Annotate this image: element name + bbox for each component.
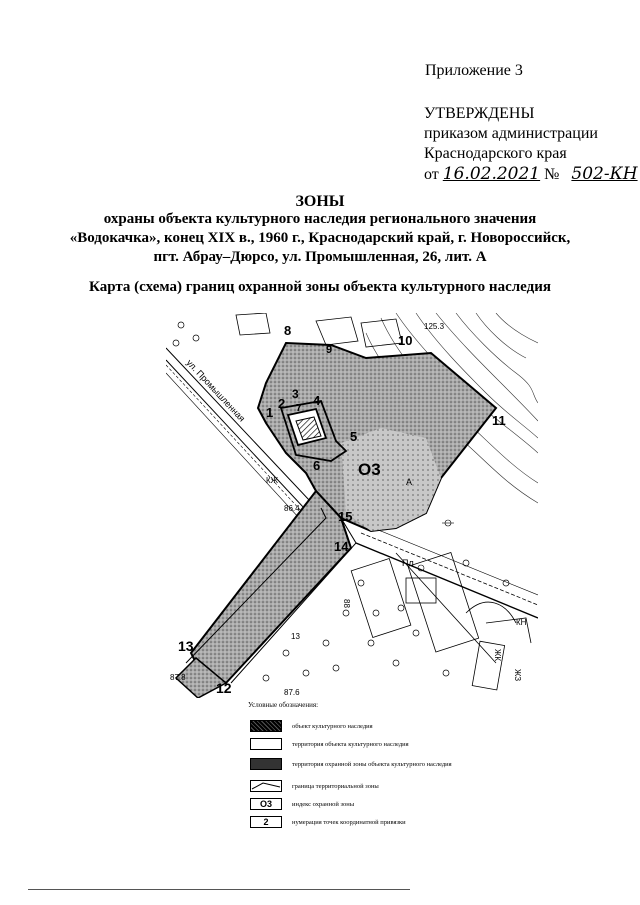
point-12: 12 xyxy=(216,680,232,696)
legend-symbol-index: О3 xyxy=(250,798,282,810)
elevation-label: 86.4 xyxy=(284,504,300,513)
legend-title: Условные обозначения: xyxy=(248,701,319,709)
approval-line-3: Краснодарского края xyxy=(424,145,567,162)
zone-map xyxy=(166,313,538,698)
legend-item xyxy=(250,780,457,792)
map-label: А xyxy=(406,477,413,487)
map-label: КН xyxy=(516,618,527,627)
bottom-rule xyxy=(28,889,410,890)
approval-date-line xyxy=(424,164,638,185)
zone-index-label: О3 xyxy=(358,460,381,479)
point-5: 5 xyxy=(350,429,358,444)
point-7: 7 xyxy=(296,403,302,414)
point-1: 1 xyxy=(266,405,274,420)
legend-symbol-hatched xyxy=(250,720,282,732)
map-label: Пл xyxy=(402,558,414,568)
doc-subtitle-line-1: охраны объекта культурного наследия регионального значения xyxy=(103,211,537,227)
point-9: 9 xyxy=(326,344,333,356)
legend-text: территория охранной зоны объекта культурного наследия xyxy=(292,760,452,768)
point-13: 13 xyxy=(178,638,194,654)
point-10: 10 xyxy=(398,333,413,348)
approval-block xyxy=(424,104,638,185)
elevation-label: 87.6 xyxy=(284,688,300,697)
date-prefix: от xyxy=(424,166,439,183)
appendix-label: Приложение 3 xyxy=(425,62,523,79)
legend-item xyxy=(250,758,457,770)
doc-subtitle-line-3: пгт. Абрау–Дюрсо, ул. Промышленная, 26, лит. А xyxy=(153,249,487,265)
map-label: ЖК xyxy=(493,649,502,662)
point-3: 3 xyxy=(292,387,299,401)
point-4: 4 xyxy=(313,393,321,408)
legend-symbol-number: 2 xyxy=(250,816,282,828)
map-label: ЖЗ xyxy=(513,669,522,682)
legend-text: граница территориальной зоны xyxy=(292,782,379,790)
doc-title: ЗОНЫ xyxy=(295,193,345,210)
legend-item xyxy=(250,798,457,810)
approval-line-2: приказом администрации xyxy=(424,125,598,142)
approval-line-1: УТВЕРЖДЕНЫ xyxy=(424,105,535,122)
legend-symbol-blank xyxy=(250,738,282,750)
legend-symbol-dark xyxy=(250,758,282,770)
legend-item xyxy=(250,816,457,828)
point-8: 8 xyxy=(284,323,292,338)
map-label: КЖ xyxy=(266,476,279,485)
elevation-label: 125.3 xyxy=(424,322,445,331)
legend-item xyxy=(250,738,457,750)
doc-subtitle-line-2: «Водокачка», конец XIX в., 1960 г., Краснодарский край, г. Новороссийск, xyxy=(69,230,571,246)
legend-item xyxy=(250,720,457,732)
elevation-label: 87.8 xyxy=(170,673,186,682)
legend-text: индекс охранной зоны xyxy=(292,800,355,808)
number-prefix: № xyxy=(544,166,560,183)
point-6: 6 xyxy=(313,458,321,473)
point-11: 11 xyxy=(492,413,506,428)
legend-text: территория объекта культурного наследия xyxy=(292,740,409,748)
point-2: 2 xyxy=(278,396,286,411)
map-caption: Карта (схема) границ охранной зоны объекта культурного наследия xyxy=(89,279,551,295)
point-15: 15 xyxy=(338,509,353,524)
legend-symbol-line xyxy=(250,780,282,792)
point-14: 14 xyxy=(334,539,349,554)
legend-text: объект культурного наследия xyxy=(292,722,373,730)
handwritten-number: 502-КН xyxy=(571,164,638,184)
street-label: ул. Промышленная xyxy=(184,357,248,424)
elevation-label: 13 xyxy=(291,632,300,641)
legend-text: нумерация точек координатной привязки xyxy=(292,818,406,826)
elevation-label: 88 xyxy=(342,599,351,608)
handwritten-date: 16.02.2021 xyxy=(442,164,541,184)
